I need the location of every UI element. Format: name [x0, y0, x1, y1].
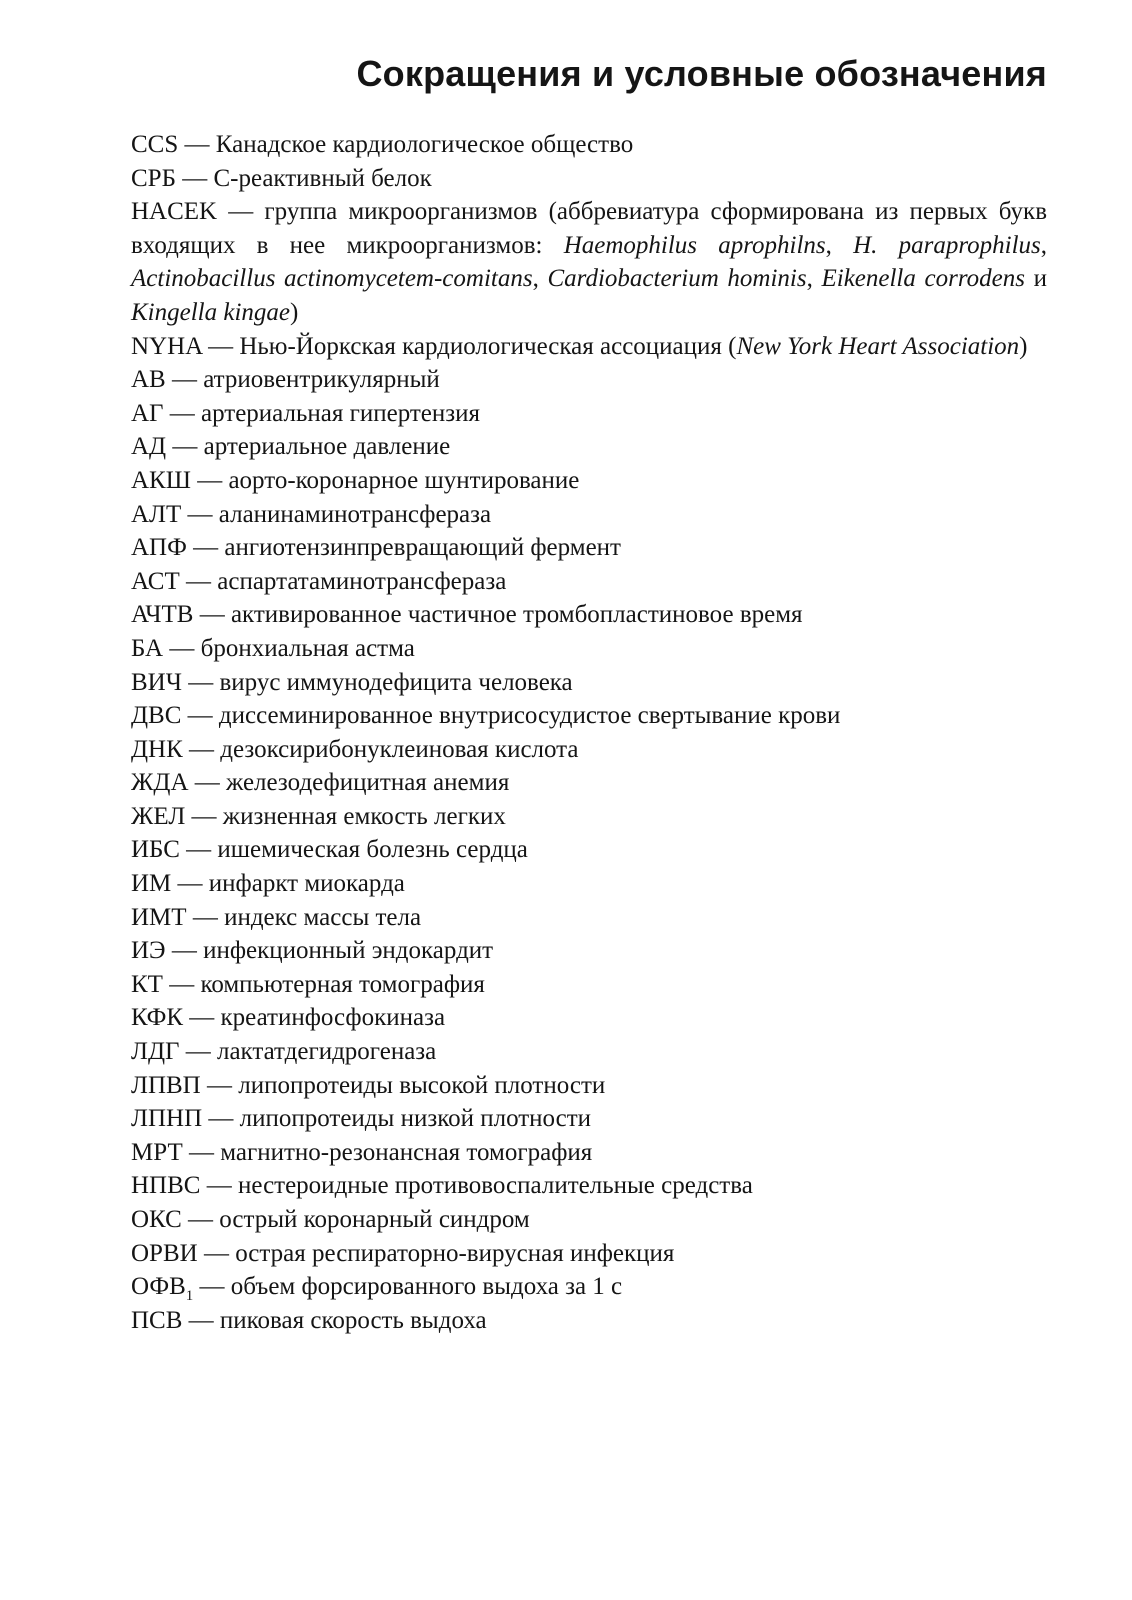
abbreviation-term: ЛПВП [131, 1071, 201, 1099]
abbreviation-term: ДНК [131, 735, 183, 763]
abbreviation-entry [131, 1035, 1047, 1069]
abbreviation-term: ЛПНП [131, 1105, 203, 1133]
separator-dash: — [182, 735, 221, 763]
separator-dash: — [162, 970, 201, 998]
abbreviation-definition: диссеминированное внутрисосудистое свертывание крови [218, 702, 841, 730]
abbreviation-entry [131, 498, 1047, 532]
abbreviation-definition: пиковая скорость выдоха [219, 1306, 487, 1334]
abbreviation-entry [131, 1001, 1047, 1035]
separator-dash: — [197, 1239, 236, 1267]
definition-text: и [1024, 265, 1048, 293]
abbreviation-definition: лактатдегидрогеназа [216, 1038, 437, 1066]
abbreviation-term: ВИЧ [131, 668, 182, 696]
abbreviation-entry [131, 1203, 1047, 1237]
abbreviation-definition: вирус иммунодефицита человека [219, 668, 573, 696]
abbreviation-definition: индекс массы тела [224, 903, 422, 931]
separator-dash: — [193, 1273, 231, 1301]
abbreviation-entry [131, 1304, 1047, 1338]
abbreviation-term: ДВС [131, 702, 182, 730]
definition-text: , [532, 265, 548, 293]
abbreviation-term: МРТ [131, 1138, 183, 1166]
abbreviation-term: СРБ [131, 164, 176, 192]
separator-dash: — [166, 433, 204, 461]
abbreviation-entry [131, 162, 1047, 196]
abbreviation-term: АСТ [131, 567, 180, 595]
abbreviation-definition: железодефицитная анемия [226, 769, 510, 797]
abbreviation-definition: аспартатаминотрансфераза [217, 567, 507, 595]
abbreviation-term: ПСВ [131, 1306, 183, 1334]
abbreviation-entry [131, 565, 1047, 599]
separator-dash: — [179, 567, 218, 595]
abbreviation-term: АКШ [131, 466, 191, 494]
definition-text: ) [290, 298, 299, 326]
definition-italic-term: Cardiobacterium hominis [547, 265, 807, 293]
abbreviation-term: АЧТВ [131, 601, 194, 629]
abbreviation-entry [131, 1136, 1047, 1170]
separator-dash: — [186, 534, 225, 562]
separator-dash: — [183, 1004, 221, 1032]
definition-text: ) [1019, 332, 1028, 360]
abbreviation-entry [131, 901, 1047, 935]
separator-dash: — [175, 164, 214, 192]
abbreviation-entry [131, 766, 1047, 800]
abbreviation-term: ОРВИ [131, 1239, 198, 1267]
abbreviation-definition: ангиотензинпревращающий фермент [224, 534, 621, 562]
abbreviation-definition: острый коронарный синдром [219, 1206, 530, 1233]
separator-dash: — [190, 466, 229, 494]
abbreviation-definition: Канадское кардиологическое общество [215, 131, 634, 158]
separator-dash: — [163, 634, 201, 662]
definition-text: , [825, 231, 854, 259]
abbreviation-term: HACEK [131, 198, 218, 226]
abbreviation-definition: инфаркт миокарда [208, 870, 405, 898]
abbreviation-term: ИЭ [131, 937, 166, 965]
abbreviation-definition: креатинфосфокиназа [220, 1004, 446, 1032]
abbreviation-entry [131, 598, 1047, 632]
separator-dash: — [193, 601, 231, 629]
abbreviation-term: БА [131, 634, 164, 662]
abbreviation-term: НПВС [131, 1172, 201, 1200]
abbreviation-term: ЖЕЛ [131, 802, 186, 830]
abbreviation-definition: компьютерная томография [200, 970, 485, 998]
abbreviation-entry [131, 733, 1047, 767]
abbreviation-definition: активированное частичное тромбопластиновое время [230, 601, 803, 629]
abbreviation-entry [131, 128, 1047, 162]
abbreviation-entry [131, 833, 1047, 867]
abbreviation-subscript: 1 [185, 1288, 194, 1305]
abbreviation-definition [131, 198, 1047, 326]
abbreviation-definition: С-реактивный белок [213, 164, 432, 192]
abbreviation-definition: нестероидные противовоспалительные средства [237, 1172, 753, 1200]
abbreviation-term: АД [131, 433, 167, 461]
abbreviation-entry [131, 1169, 1047, 1203]
abbreviation-list [131, 128, 1047, 1337]
abbreviation-definition: острая респираторно-вирусная инфекция [235, 1239, 675, 1267]
abbreviation-definition: инфекционный эндокардит [203, 937, 494, 965]
abbreviation-term: CCS [131, 131, 179, 158]
abbreviation-entry [131, 800, 1047, 834]
abbreviation-term: $ОФВ_1$ [131, 1273, 194, 1305]
abbreviation-term: ИМТ [131, 903, 187, 931]
definition-italic-term: New York Heart Association [736, 332, 1020, 360]
abbreviation-entry [131, 1102, 1047, 1136]
separator-dash: — [182, 1138, 221, 1166]
abbreviation-entry [131, 1069, 1047, 1103]
definition-italic-term: H. paraprophilus [853, 231, 1041, 259]
separator-dash: — [165, 937, 204, 965]
abbreviation-entry [131, 1270, 1047, 1304]
abbreviation-term: КФК [131, 1004, 184, 1032]
separator-dash: — [200, 1172, 238, 1200]
separator-dash: — [181, 702, 219, 730]
abbreviation-term: АГ [131, 399, 164, 427]
abbreviation-definition: артериальное давление [203, 433, 451, 461]
separator-dash: — [186, 903, 225, 931]
page-title: Сокращения и условные обозначения [356, 53, 1047, 94]
abbreviation-entry [131, 430, 1047, 464]
abbreviation-term: ОКС [131, 1206, 182, 1233]
abbreviation-definition: аланинаминотрансфераза [218, 500, 492, 528]
separator-dash: — [181, 668, 220, 696]
abbreviation-entry [131, 464, 1047, 498]
separator-dash: — [202, 1105, 240, 1133]
abbreviation-term: КТ [131, 970, 163, 998]
separator-dash: — [182, 1306, 220, 1334]
separator-dash: — [179, 1038, 217, 1066]
abbreviation-entry [131, 968, 1047, 1002]
abbreviation-entry [131, 531, 1047, 565]
definition-italic-term: Eikenella corrodens [821, 265, 1025, 293]
separator-dash: — [188, 769, 227, 797]
separator-dash: — [165, 366, 204, 394]
abbreviation-definition: аорто-коронарное шунтирование [228, 466, 580, 494]
separator-dash: — [217, 198, 265, 226]
abbreviation-definition: липопротеиды высокой плотности [238, 1071, 606, 1099]
separator-dash: — [179, 836, 218, 864]
abbreviation-definition [239, 333, 1027, 360]
separator-dash: — [181, 1206, 220, 1233]
definition-text: Нью-Йоркская кардиологическая ассоциация ( [239, 332, 737, 360]
abbreviation-term: АВ [131, 366, 166, 394]
abbreviation-definition: дезоксирибонуклеиновая кислота [220, 735, 579, 763]
abbreviation-definition: магнитно-резонансная томография [220, 1138, 593, 1166]
abbreviation-entry [131, 195, 1047, 329]
abbreviation-term: ЖДА [131, 769, 189, 797]
separator-dash: — [185, 802, 223, 830]
abbreviation-entry [131, 699, 1047, 733]
abbreviation-definition: бронхиальная астма [200, 634, 415, 662]
definition-text: группа микроорганизмов (аббревиатура сформирована из первых букв входящих в нее микроорганизмов: [131, 198, 1047, 259]
definition-italic-term: Kingella kingae [131, 298, 290, 326]
abbreviation-definition: ишемическая болезнь сердца [217, 836, 528, 864]
abbreviation-entry [131, 632, 1047, 666]
abbreviation-term: АЛТ [131, 500, 182, 528]
abbreviation-term: NYHA [131, 332, 202, 360]
abbreviation-term: ИМ [131, 870, 172, 898]
abbreviation-term: ИБС [131, 836, 180, 864]
abbreviation-entry [131, 1237, 1047, 1271]
abbreviation-entry [131, 934, 1047, 968]
abbreviation-term: ЛДГ [131, 1038, 180, 1066]
abbreviation-entry [131, 330, 1047, 364]
separator-dash: — [181, 500, 219, 528]
separator-dash: — [171, 870, 209, 898]
abbreviation-term: АПФ [131, 534, 187, 562]
abbreviation-entry [131, 867, 1047, 901]
abbreviation-definition: жизненная емкость легких [222, 802, 506, 830]
definition-italic-term: Actinobacillus actinomycetem-comitans [131, 265, 533, 293]
abbreviation-entry [131, 666, 1047, 700]
abbreviation-entry [131, 397, 1047, 431]
abbreviation-definition: объем форсированного выдоха за 1 с [230, 1273, 623, 1301]
separator-dash: — [178, 131, 216, 158]
definition-text: , [1040, 231, 1047, 259]
separator-dash: — [163, 399, 202, 427]
abbreviation-definition: липопротеиды низкой плотности [239, 1105, 592, 1133]
definition-text: , [806, 265, 822, 293]
abbreviation-definition: атриовентрикулярный [203, 366, 440, 394]
separator-dash: — [201, 332, 240, 360]
separator-dash: — [200, 1071, 239, 1099]
abbreviation-definition: артериальная гипертензия [201, 399, 481, 427]
definition-italic-term: Haemophilus aprophilns [563, 231, 826, 259]
abbreviation-entry [131, 363, 1047, 397]
